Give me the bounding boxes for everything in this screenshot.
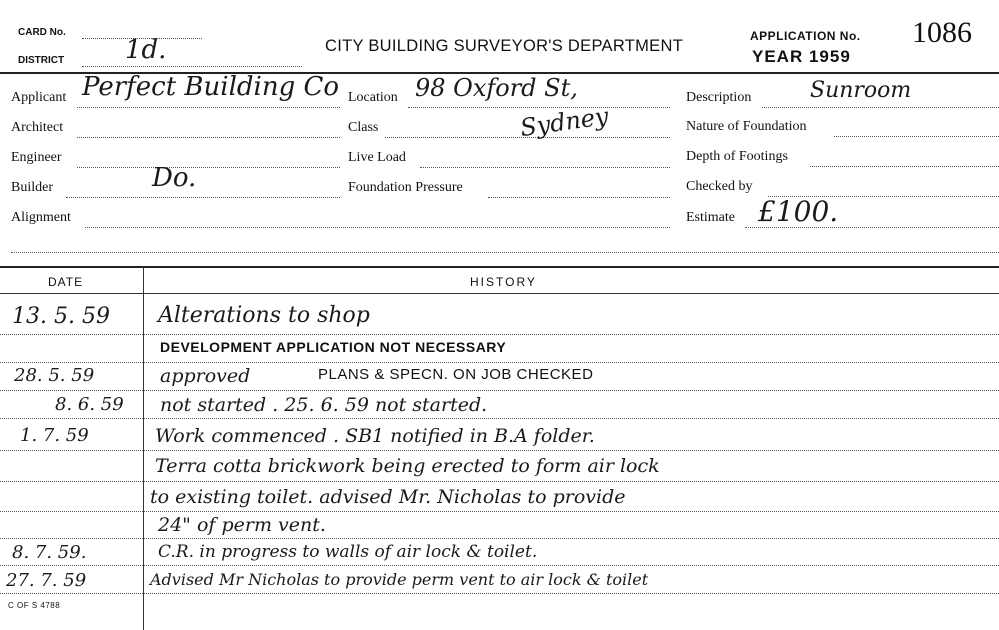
- estimate-label: Estimate: [686, 210, 735, 225]
- history-date: 1. 7. 59: [20, 425, 89, 446]
- district-value: 1d.: [125, 35, 167, 65]
- depth-of-footings-line: [810, 166, 999, 167]
- history-top-rule: [0, 266, 999, 268]
- ruled-line: [0, 565, 999, 566]
- card-no-label: CARD No.: [18, 27, 66, 38]
- foundation-pressure-line: [488, 197, 670, 198]
- year-label: YEAR 1959: [752, 47, 851, 66]
- district-line: [82, 66, 302, 67]
- history-text: Alterations to shop: [158, 303, 370, 328]
- live-load-line: [420, 167, 670, 168]
- history-text: C.R. in progress to walls of air lock & toilet.: [158, 542, 538, 562]
- location-line: [408, 107, 670, 108]
- location-value-2: Sydney: [518, 101, 611, 143]
- application-no-label: APPLICATION No.: [750, 29, 861, 43]
- engineer-line: [77, 167, 340, 168]
- ruled-line: [0, 390, 999, 391]
- ruled-line: [0, 450, 999, 451]
- history-date: 27. 7. 59: [6, 570, 87, 591]
- applicant-line: [77, 107, 340, 108]
- estimate-value: £100.: [758, 195, 839, 228]
- history-date: 8. 6. 59: [55, 394, 124, 415]
- ruled-line: [0, 362, 999, 363]
- ruled-line: [0, 481, 999, 482]
- history-text: Advised Mr Nicholas to provide perm vent to air lock & toilet: [150, 570, 649, 589]
- department-title: CITY BUILDING SURVEYOR'S DEPARTMENT: [325, 37, 684, 55]
- alignment-line: [85, 227, 670, 228]
- live-load-label: Live Load: [348, 150, 406, 165]
- ruled-line: [0, 593, 999, 594]
- builder-value: Do.: [152, 163, 197, 193]
- date-column-divider: [143, 266, 144, 630]
- alignment-label: Alignment: [11, 210, 71, 225]
- ruled-line: [0, 511, 999, 512]
- applicant-label: Applicant: [11, 90, 67, 105]
- history-text: to existing toilet. advised Mr. Nicholas to provide: [150, 486, 626, 508]
- builder-line: [66, 197, 340, 198]
- engineer-label: Engineer: [11, 150, 62, 165]
- ruled-line: [0, 334, 999, 335]
- history-header: HISTORY: [470, 275, 537, 289]
- architect-label: Architect: [11, 120, 64, 135]
- date-header: DATE: [48, 275, 84, 289]
- architect-line: [77, 137, 340, 138]
- nature-of-foundation-line: [834, 136, 999, 137]
- history-text: approved: [160, 365, 251, 387]
- history-date: 13. 5. 59: [12, 304, 110, 329]
- description-label: Description: [686, 90, 752, 105]
- nature-of-foundation-label: Nature of Foundation: [686, 119, 807, 134]
- history-text: Work commenced . SB1 notified in B.A folder.: [155, 425, 595, 447]
- history-date: 28. 5. 59: [14, 365, 95, 386]
- checked-by-label: Checked by: [686, 179, 753, 194]
- history-text: 24" of perm vent.: [158, 514, 326, 536]
- depth-of-footings-label: Depth of Footings: [686, 149, 788, 164]
- history-text: not started . 25. 6. 59 not started.: [160, 394, 488, 416]
- district-label: DISTRICT: [18, 55, 65, 66]
- class-label: Class: [348, 120, 379, 135]
- ruled-line: [0, 538, 999, 539]
- applicant-value: Perfect Building Co: [82, 72, 340, 102]
- location-label: Location: [348, 90, 398, 105]
- history-header-rule: [0, 293, 999, 294]
- location-value: 98 Oxford St,: [415, 74, 578, 102]
- ruled-line: [0, 418, 999, 419]
- builder-label: Builder: [11, 180, 53, 195]
- history-stamp: PLANS & SPECN. ON JOB CHECKED: [318, 366, 594, 383]
- form-code: C OF S 4788: [8, 601, 61, 610]
- history-date: 8. 7. 59.: [12, 542, 87, 563]
- history-stamp: DEVELOPMENT APPLICATION NOT NECESSARY: [160, 339, 507, 355]
- blank-line: [11, 252, 999, 253]
- description-value: Sunroom: [810, 78, 912, 103]
- history-text: Terra cotta brickwork being erected to form air lock: [155, 455, 660, 477]
- description-line: [762, 107, 999, 108]
- foundation-pressure-label: Foundation Pressure: [348, 180, 463, 195]
- application-no-value: 1086: [912, 16, 972, 49]
